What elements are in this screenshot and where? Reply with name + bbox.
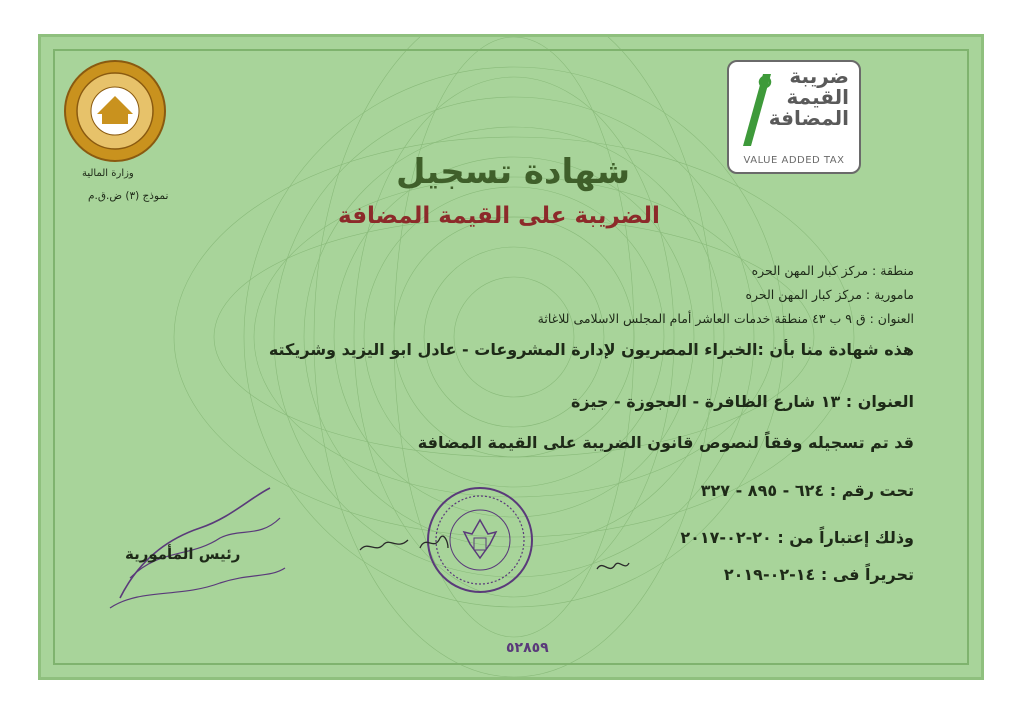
ministry-seal-icon — [62, 58, 168, 164]
region-line: منطقة : مركز كبار المهن الحره — [751, 263, 914, 278]
effective-date-line: وذلك إعتباراً من : ٢٠-٠٢-٢٠١٧ — [680, 528, 914, 547]
ministry-seal-label: وزارة المالية — [82, 168, 134, 179]
signature-small — [418, 528, 450, 556]
office-line: مامورية : مركز كبار المهن الحره — [745, 287, 914, 302]
serial-number: ٥٢٨٥٩ — [506, 640, 549, 656]
registered-line: قد تم تسجيله وفقاً لنصوص قانون الضريبة على القيمة المضافة — [417, 433, 914, 452]
vat-line-2: القيمة — [786, 85, 849, 109]
issue-date-line: تحريراً فى : ١٤-٠٢-٢٠١٩ — [723, 565, 914, 584]
vat-line-3: المضافة — [768, 106, 849, 130]
signature-middle — [358, 532, 410, 558]
vat-logo — [727, 60, 861, 174]
certify-line: هذه شهادة منا بأن :الخبراء المصريون لإدارة المشروعات - عادل ابو اليزيد وشريكته — [268, 340, 914, 359]
vat-line-1: ضريبة — [789, 64, 849, 88]
vat-english-text: VALUE ADDED TAX — [743, 155, 845, 166]
form-code: نموذج (٣) ض.ق.م — [88, 190, 169, 202]
registration-number-line: تحت رقم : ٦٢٤ - ٨٩٥ - ٣٢٧ — [700, 481, 914, 500]
chief-label: رئيس المأمورية — [125, 545, 241, 563]
certificate-title: شهادة تسجيل — [396, 152, 631, 192]
vat-arabic-text — [769, 66, 849, 129]
certificate-subtitle: الضريبة على القيمة المضافة — [338, 203, 660, 229]
address-line: العنوان : ١٣ شارع الظافرة - العجوزة - جيزة — [570, 392, 914, 411]
office-address-line: العنوان : ق ٩ ب ٤٣ منطقة خدمات العاشر أمام المجلس الاسلامى للاغاثة — [537, 311, 914, 326]
signature-right — [595, 555, 631, 577]
